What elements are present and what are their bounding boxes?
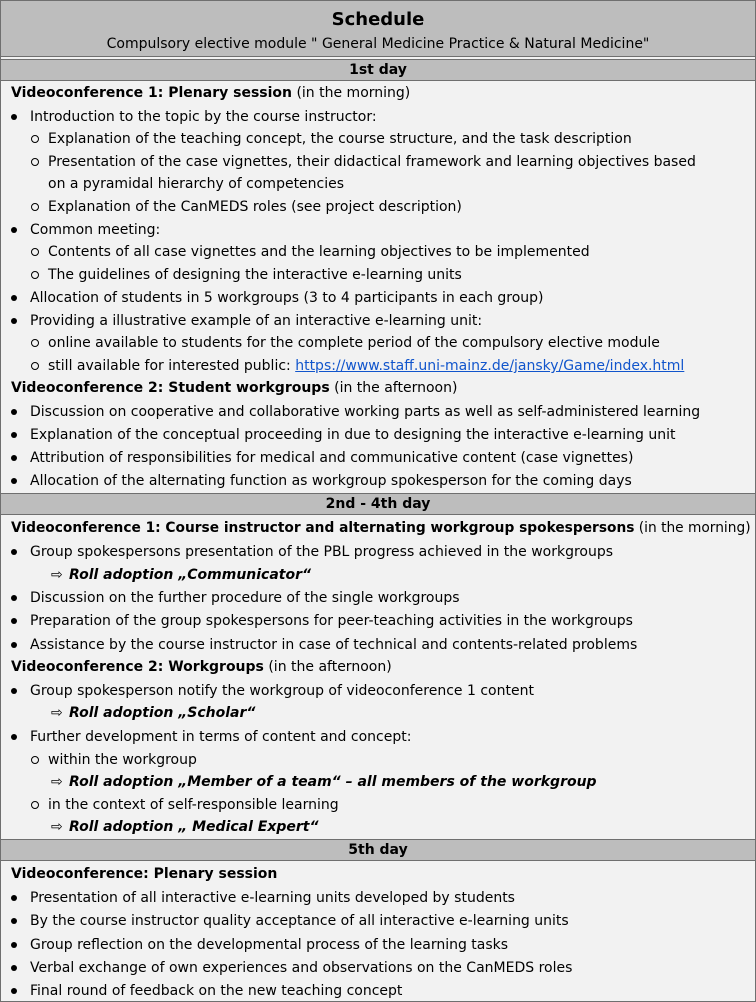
- list-item: Allocation of the alternating function as workgroup spokesperson for the coming days: [30, 473, 632, 489]
- sub-bullet-circle: [31, 248, 39, 256]
- document-title: Schedule: [331, 9, 425, 30]
- list-item: online available to students for the complete period of the compulsory elective module: [48, 335, 660, 351]
- list-item-continuation: on a pyramidal hierarchy of competencies: [48, 176, 345, 192]
- bullet-dot: [11, 988, 17, 994]
- arrow-right-icon: ⇨: [51, 774, 63, 790]
- list-item: Final round of feedback on the new teaching concept: [30, 983, 403, 999]
- list-item: By the course instructor quality acceptance of all interactive e-learning units: [30, 913, 569, 929]
- arrow-right-icon: ⇨: [51, 819, 63, 835]
- bullet-dot: [11, 618, 17, 624]
- day1-header: 1st day: [1, 59, 755, 81]
- list-item: Introduction to the topic by the course instructor:: [30, 109, 377, 125]
- role-adoption: ⇨ Roll adoption „Communicator“: [51, 567, 312, 583]
- list-item: Explanation of the CanMEDS roles (see project description): [48, 199, 462, 215]
- list-item: Further development in terms of content and concept:: [30, 729, 412, 745]
- bullet-dot: [11, 688, 17, 694]
- arrow-right-icon: ⇨: [51, 705, 63, 721]
- bullet-dot: [11, 295, 17, 301]
- day1-vc1-heading: Videoconference 1: Plenary session (in the morning): [11, 85, 411, 101]
- list-item: Discussion on the further procedure of the single workgroups: [30, 590, 460, 606]
- game-example-link[interactable]: https://www.staff.uni-mainz.de/jansky/Game/index.html: [295, 358, 685, 374]
- list-item: Group reflection on the developmental process of the learning tasks: [30, 937, 509, 953]
- list-item: Providing a illustrative example of an interactive e-learning unit:: [30, 313, 483, 329]
- list-item: Presentation of all interactive e-learning units developed by students: [30, 890, 515, 906]
- role-adoption: ⇨ Roll adoption „Member of a team“ – all members of the workgroup: [51, 774, 597, 790]
- list-item: still available for interested public: https://www.staff.uni-mainz.de/jansky/Game/index.html: [48, 358, 685, 374]
- bullet-dot: [11, 942, 17, 948]
- schedule-header: [1, 1, 755, 57]
- day5-header: 5th day: [1, 839, 755, 861]
- bullet-dot: [11, 478, 17, 484]
- day1-vc2-heading: Videoconference 2: Student workgroups (in the afternoon): [11, 380, 458, 396]
- list-item: Discussion on cooperative and collaborative working parts as well as self-administered learning: [30, 404, 701, 420]
- bullet-dot: [11, 455, 17, 461]
- bullet-dot: [11, 409, 17, 415]
- bullet-dot: [11, 318, 17, 324]
- list-item: Group spokesperson notify the workgroup of videoconference 1 content: [30, 683, 534, 699]
- list-item: Common meeting:: [30, 222, 161, 238]
- bullet-dot: [11, 918, 17, 924]
- list-item: Preparation of the group spokespersons for peer-teaching activities in the workgroups: [30, 613, 633, 629]
- sub-bullet-circle: [31, 203, 39, 211]
- list-item: Assistance by the course instructor in case of technical and contents-related problems: [30, 637, 638, 653]
- list-item: within the workgroup: [48, 752, 197, 768]
- sub-bullet-circle: [31, 362, 39, 370]
- bullet-dot: [11, 432, 17, 438]
- list-item: Explanation of the conceptual proceeding in due to designing the interactive e-learning unit: [30, 427, 676, 443]
- bullet-dot: [11, 895, 17, 901]
- day24-vc2-heading: Videoconference 2: Workgroups (in the afternoon): [11, 659, 392, 675]
- sub-bullet-circle: [31, 801, 39, 809]
- list-item: The guidelines of designing the interactive e-learning units: [48, 267, 462, 283]
- list-item: Group spokespersons presentation of the PBL progress achieved in the workgroups: [30, 544, 614, 560]
- list-item: Contents of all case vignettes and the learning objectives to be implemented: [48, 244, 590, 260]
- list-item: Attribution of responsibilities for medical and communicative content (case vignettes): [30, 450, 634, 466]
- day24-header: 2nd - 4th day: [1, 493, 755, 515]
- list-item: Presentation of the case vignettes, their didactical framework and learning objectives based: [48, 154, 696, 170]
- bullet-dot: [11, 227, 17, 233]
- sub-bullet-circle: [31, 158, 39, 166]
- sub-bullet-circle: [31, 271, 39, 279]
- document-subtitle: Compulsory elective module " General Medicine Practice & Natural Medicine": [106, 36, 650, 52]
- list-item: in the context of self-responsible learning: [48, 797, 339, 813]
- bullet-dot: [11, 965, 17, 971]
- bullet-dot: [11, 734, 17, 740]
- list-item: Allocation of students in 5 workgroups (3 to 4 participants in each group): [30, 290, 544, 306]
- bullet-dot: [11, 114, 17, 120]
- list-item: Explanation of the teaching concept, the course structure, and the task description: [48, 131, 632, 147]
- sub-bullet-circle: [31, 135, 39, 143]
- sub-bullet-circle: [31, 339, 39, 347]
- list-item: Verbal exchange of own experiences and observations on the CanMEDS roles: [30, 960, 573, 976]
- bullet-dot: [11, 642, 17, 648]
- bullet-dot: [11, 549, 17, 555]
- arrow-right-icon: ⇨: [51, 567, 63, 583]
- bullet-dot: [11, 595, 17, 601]
- sub-bullet-circle: [31, 756, 39, 764]
- day24-vc1-heading: Videoconference 1: Course instructor and alternating workgroup spokespersons (in the morning): [11, 520, 751, 536]
- role-adoption: ⇨ Roll adoption „ Medical Expert“: [51, 819, 319, 835]
- role-adoption: ⇨ Roll adoption „Scholar“: [51, 705, 256, 721]
- day5-vc-heading: Videoconference: Plenary session: [11, 866, 278, 882]
